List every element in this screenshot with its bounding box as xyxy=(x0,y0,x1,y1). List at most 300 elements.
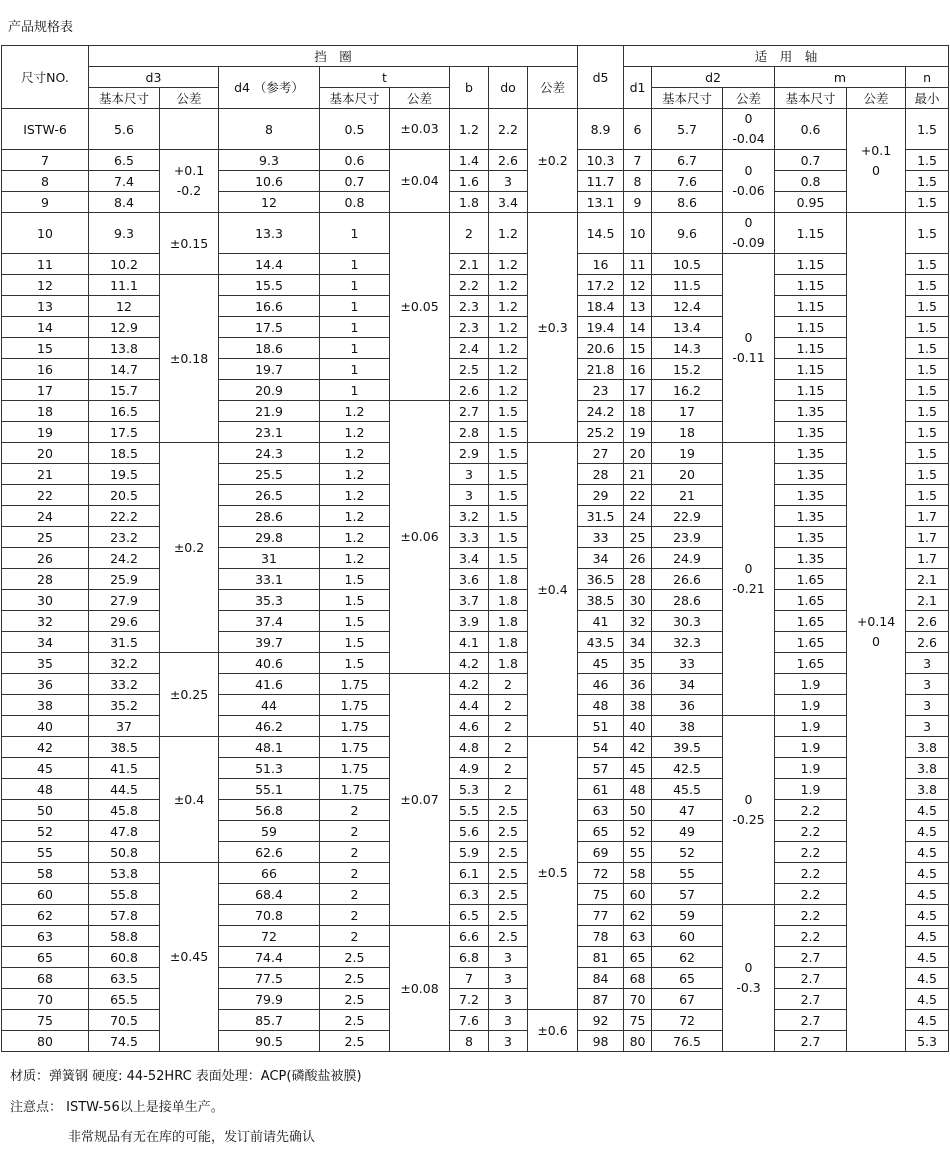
cell-m: 1.9 xyxy=(775,758,847,779)
cell-d2: 52 xyxy=(652,842,723,863)
cell-d4: 35.3 xyxy=(219,590,320,611)
cell-d5: 19.4 xyxy=(578,317,624,338)
cell-d4: 62.6 xyxy=(219,842,320,863)
cell-do: 2.5 xyxy=(489,863,528,884)
cell-d3: 45.8 xyxy=(89,800,160,821)
cell-t: 1 xyxy=(320,359,390,380)
cell-do: 3 xyxy=(489,1010,528,1031)
cell-d1: 26 xyxy=(624,548,652,569)
d2-tolerance-cell: 0 -0.3 xyxy=(723,905,775,1052)
header-t-basic: 基本尺寸 xyxy=(320,88,390,109)
table-row xyxy=(2,443,949,464)
cell-no: 21 xyxy=(2,464,89,485)
cell-d1: 34 xyxy=(624,632,652,653)
t-tolerance-cell: ±0.03 xyxy=(390,109,450,150)
table-row xyxy=(2,359,949,380)
cell-d2: 28.6 xyxy=(652,590,723,611)
cell-d3: 35.2 xyxy=(89,695,160,716)
cell-no: 13 xyxy=(2,296,89,317)
d5-tolerance-cell: ±0.3 xyxy=(528,213,578,443)
cell-d2: 67 xyxy=(652,989,723,1010)
d2-tolerance-cell: 0 -0.04 xyxy=(723,109,775,150)
cell-d2: 19 xyxy=(652,443,723,464)
cell-d4: 51.3 xyxy=(219,758,320,779)
cell-d4: 21.9 xyxy=(219,401,320,422)
cell-d1: 48 xyxy=(624,779,652,800)
cell-m: 1.15 xyxy=(775,317,847,338)
cell-no: 9 xyxy=(2,192,89,213)
cell-n: 3 xyxy=(906,674,949,695)
cell-m: 2.2 xyxy=(775,884,847,905)
cell-no: ISTW-6 xyxy=(2,109,89,150)
header-m: m xyxy=(775,67,906,88)
cell-d2: 38 xyxy=(652,716,723,737)
cell-d1: 20 xyxy=(624,443,652,464)
cell-b: 4.8 xyxy=(450,737,489,758)
cell-d5: 61 xyxy=(578,779,624,800)
cell-d4: 20.9 xyxy=(219,380,320,401)
cell-b: 4.1 xyxy=(450,632,489,653)
cell-do: 1.2 xyxy=(489,296,528,317)
cell-b: 6.5 xyxy=(450,905,489,926)
cell-d5: 69 xyxy=(578,842,624,863)
table-row xyxy=(2,632,949,653)
cell-d1: 58 xyxy=(624,863,652,884)
cell-m: 1.9 xyxy=(775,674,847,695)
cell-m: 2.2 xyxy=(775,905,847,926)
cell-n: 1.7 xyxy=(906,506,949,527)
cell-d5: 72 xyxy=(578,863,624,884)
t-tolerance-cell: ±0.04 xyxy=(390,150,450,213)
header-n: n xyxy=(906,67,949,88)
cell-d1: 6 xyxy=(624,109,652,150)
cell-b: 2.1 xyxy=(450,254,489,275)
cell-d1: 75 xyxy=(624,1010,652,1031)
cell-d3: 9.3 xyxy=(89,213,160,254)
cell-n: 1.5 xyxy=(906,485,949,506)
cell-d5: 14.5 xyxy=(578,213,624,254)
header-m-tolerance: 公差 xyxy=(847,88,906,109)
cell-d1: 25 xyxy=(624,527,652,548)
table-row xyxy=(2,213,949,254)
cell-t: 1.75 xyxy=(320,716,390,737)
cell-m: 2.2 xyxy=(775,926,847,947)
cell-d5: 21.8 xyxy=(578,359,624,380)
cell-d3: 47.8 xyxy=(89,821,160,842)
cell-n: 1.5 xyxy=(906,443,949,464)
cell-d3: 57.8 xyxy=(89,905,160,926)
cell-d4: 23.1 xyxy=(219,422,320,443)
cell-n: 1.5 xyxy=(906,192,949,213)
table-row xyxy=(2,737,949,758)
cell-t: 2 xyxy=(320,800,390,821)
nonstandard-note: 非常规品有无在库的可能，发订前请先确认 xyxy=(68,1130,316,1145)
table-row xyxy=(2,296,949,317)
cell-m: 1.65 xyxy=(775,611,847,632)
cell-b: 7.2 xyxy=(450,989,489,1010)
cell-b: 4.4 xyxy=(450,695,489,716)
cell-d3: 20.5 xyxy=(89,485,160,506)
cell-d2: 47 xyxy=(652,800,723,821)
cell-d5: 48 xyxy=(578,695,624,716)
cell-t: 1.2 xyxy=(320,485,390,506)
cell-d3: 60.8 xyxy=(89,947,160,968)
cell-do: 1.5 xyxy=(489,485,528,506)
cell-d5: 20.6 xyxy=(578,338,624,359)
cell-n: 4.5 xyxy=(906,821,949,842)
cell-no: 11 xyxy=(2,254,89,275)
header-t-tolerance: 公差 xyxy=(390,88,450,109)
cell-d3: 22.2 xyxy=(89,506,160,527)
m-tolerance-cell: +0.1 0 xyxy=(847,109,906,213)
cell-d3: 63.5 xyxy=(89,968,160,989)
d3-tolerance-cell: ±0.15 xyxy=(160,213,219,275)
cell-do: 2.2 xyxy=(489,109,528,150)
table-row xyxy=(2,506,949,527)
cell-d4: 74.4 xyxy=(219,947,320,968)
cell-d1: 70 xyxy=(624,989,652,1010)
cell-d1: 62 xyxy=(624,905,652,926)
cell-d4: 14.4 xyxy=(219,254,320,275)
cell-d1: 19 xyxy=(624,422,652,443)
cell-d1: 55 xyxy=(624,842,652,863)
cell-d4: 48.1 xyxy=(219,737,320,758)
cell-b: 3 xyxy=(450,485,489,506)
cell-m: 2.7 xyxy=(775,968,847,989)
cell-d5: 28 xyxy=(578,464,624,485)
cell-d2: 32.3 xyxy=(652,632,723,653)
table-row xyxy=(2,171,949,192)
cell-m: 2.7 xyxy=(775,1031,847,1052)
table-row xyxy=(2,968,949,989)
page-title: 产品规格表 xyxy=(8,20,74,35)
cell-t: 1.75 xyxy=(320,758,390,779)
cell-d4: 39.7 xyxy=(219,632,320,653)
cell-b: 2.9 xyxy=(450,443,489,464)
cell-d2: 72 xyxy=(652,1010,723,1031)
cell-n: 3 xyxy=(906,695,949,716)
cell-n: 1.5 xyxy=(906,171,949,192)
cell-d4: 59 xyxy=(219,821,320,842)
cell-do: 1.5 xyxy=(489,506,528,527)
cell-b: 1.6 xyxy=(450,171,489,192)
table-row xyxy=(2,1010,949,1031)
cell-t: 0.7 xyxy=(320,171,390,192)
cell-do: 3 xyxy=(489,1031,528,1052)
header-t: t xyxy=(320,67,450,88)
cell-d5: 13.1 xyxy=(578,192,624,213)
cell-d5: 63 xyxy=(578,800,624,821)
cell-d4: 56.8 xyxy=(219,800,320,821)
cell-d3: 12 xyxy=(89,296,160,317)
d2-tolerance-cell: 0 -0.25 xyxy=(723,716,775,905)
cell-b: 2.5 xyxy=(450,359,489,380)
cell-no: 52 xyxy=(2,821,89,842)
cell-n: 4.5 xyxy=(906,842,949,863)
cell-d2: 57 xyxy=(652,884,723,905)
table-row xyxy=(2,254,949,275)
cell-d1: 68 xyxy=(624,968,652,989)
header-d2-basic: 基本尺寸 xyxy=(652,88,723,109)
cell-d5: 78 xyxy=(578,926,624,947)
table-row xyxy=(2,569,949,590)
d5-tolerance-cell: ±0.2 xyxy=(528,109,578,213)
cell-m: 1.15 xyxy=(775,296,847,317)
cell-m: 2.2 xyxy=(775,800,847,821)
cell-t: 1.5 xyxy=(320,611,390,632)
cell-b: 3.4 xyxy=(450,548,489,569)
header-row-2 xyxy=(2,67,949,88)
cell-d2: 21 xyxy=(652,485,723,506)
cell-d2: 26.6 xyxy=(652,569,723,590)
cell-m: 1.15 xyxy=(775,213,847,254)
cell-no: 55 xyxy=(2,842,89,863)
t-tolerance-cell: ±0.08 xyxy=(390,926,450,1052)
cell-d1: 28 xyxy=(624,569,652,590)
cell-t: 1.75 xyxy=(320,779,390,800)
header-d3: d3 xyxy=(89,67,219,88)
cell-b: 3.7 xyxy=(450,590,489,611)
cell-t: 1 xyxy=(320,338,390,359)
cell-no: 26 xyxy=(2,548,89,569)
cell-m: 1.35 xyxy=(775,443,847,464)
cell-no: 63 xyxy=(2,926,89,947)
cell-b: 3.2 xyxy=(450,506,489,527)
cell-d2: 62 xyxy=(652,947,723,968)
cell-d4: 19.7 xyxy=(219,359,320,380)
cell-d4: 68.4 xyxy=(219,884,320,905)
cell-d5: 92 xyxy=(578,1010,624,1031)
cell-t: 1.5 xyxy=(320,632,390,653)
cell-d5: 84 xyxy=(578,968,624,989)
cell-d2: 76.5 xyxy=(652,1031,723,1052)
cell-d4: 16.6 xyxy=(219,296,320,317)
table-row xyxy=(2,275,949,296)
cell-d2: 11.5 xyxy=(652,275,723,296)
cell-do: 2 xyxy=(489,716,528,737)
cell-d2: 39.5 xyxy=(652,737,723,758)
cell-n: 5.3 xyxy=(906,1031,949,1052)
cell-do: 1.2 xyxy=(489,213,528,254)
cell-t: 1.2 xyxy=(320,422,390,443)
cell-d5: 43.5 xyxy=(578,632,624,653)
cell-do: 2 xyxy=(489,779,528,800)
cell-d1: 21 xyxy=(624,464,652,485)
cell-n: 4.5 xyxy=(906,884,949,905)
cell-b: 6.6 xyxy=(450,926,489,947)
cell-do: 3 xyxy=(489,968,528,989)
cell-t: 1 xyxy=(320,213,390,254)
cell-d3: 32.2 xyxy=(89,653,160,674)
cell-b: 6.8 xyxy=(450,947,489,968)
cell-d5: 87 xyxy=(578,989,624,1010)
cell-d2: 7.6 xyxy=(652,171,723,192)
d3-tolerance-cell: ±0.18 xyxy=(160,275,219,443)
cell-d1: 35 xyxy=(624,653,652,674)
header-n-min: 最小 xyxy=(906,88,949,109)
t-tolerance-cell: ±0.05 xyxy=(390,213,450,401)
cell-m: 1.15 xyxy=(775,275,847,296)
cell-no: 10 xyxy=(2,213,89,254)
cell-t: 1.2 xyxy=(320,401,390,422)
cell-no: 75 xyxy=(2,1010,89,1031)
cell-do: 3 xyxy=(489,989,528,1010)
cell-d3: 24.2 xyxy=(89,548,160,569)
cell-m: 1.35 xyxy=(775,401,847,422)
table-row xyxy=(2,653,949,674)
cell-d5: 46 xyxy=(578,674,624,695)
cell-d5: 17.2 xyxy=(578,275,624,296)
cell-d1: 17 xyxy=(624,380,652,401)
cell-b: 4.9 xyxy=(450,758,489,779)
cell-d3: 19.5 xyxy=(89,464,160,485)
cell-t: 2 xyxy=(320,884,390,905)
cell-do: 1.8 xyxy=(489,611,528,632)
cell-d5: 8.9 xyxy=(578,109,624,150)
cell-n: 4.5 xyxy=(906,1010,949,1031)
cell-b: 6.3 xyxy=(450,884,489,905)
cell-d2: 30.3 xyxy=(652,611,723,632)
cell-do: 2.5 xyxy=(489,821,528,842)
cell-d1: 80 xyxy=(624,1031,652,1052)
cell-n: 1.5 xyxy=(906,338,949,359)
table-row xyxy=(2,150,949,171)
cell-d3: 16.5 xyxy=(89,401,160,422)
cell-m: 1.15 xyxy=(775,380,847,401)
cell-d2: 49 xyxy=(652,821,723,842)
cell-d1: 13 xyxy=(624,296,652,317)
cell-no: 18 xyxy=(2,401,89,422)
cell-d4: 26.5 xyxy=(219,485,320,506)
cell-n: 1.5 xyxy=(906,317,949,338)
d3-tolerance-cell: ±0.25 xyxy=(160,653,219,737)
cell-m: 2.7 xyxy=(775,989,847,1010)
cell-d1: 63 xyxy=(624,926,652,947)
cell-d2: 9.6 xyxy=(652,213,723,254)
cell-d2: 17 xyxy=(652,401,723,422)
table-row xyxy=(2,464,949,485)
cell-do: 2 xyxy=(489,695,528,716)
cell-no: 62 xyxy=(2,905,89,926)
cell-d2: 65 xyxy=(652,968,723,989)
table-row xyxy=(2,716,949,737)
table-row xyxy=(2,905,949,926)
cell-d5: 41 xyxy=(578,611,624,632)
cell-do: 2.6 xyxy=(489,150,528,171)
cell-n: 2.6 xyxy=(906,632,949,653)
cell-d4: 25.5 xyxy=(219,464,320,485)
cell-do: 1.8 xyxy=(489,569,528,590)
cell-n: 1.5 xyxy=(906,359,949,380)
cell-m: 1.35 xyxy=(775,422,847,443)
cell-no: 20 xyxy=(2,443,89,464)
cell-d4: 8 xyxy=(219,109,320,150)
cell-do: 1.2 xyxy=(489,338,528,359)
cell-m: 2.7 xyxy=(775,947,847,968)
cell-d5: 24.2 xyxy=(578,401,624,422)
cell-m: 1.9 xyxy=(775,695,847,716)
cell-t: 1.5 xyxy=(320,590,390,611)
cell-d5: 36.5 xyxy=(578,569,624,590)
cell-t: 2 xyxy=(320,821,390,842)
cell-d4: 90.5 xyxy=(219,1031,320,1052)
cell-m: 1.15 xyxy=(775,338,847,359)
cell-t: 0.6 xyxy=(320,150,390,171)
table-row xyxy=(2,821,949,842)
cell-t: 1.2 xyxy=(320,548,390,569)
cell-d2: 60 xyxy=(652,926,723,947)
cell-d2: 12.4 xyxy=(652,296,723,317)
cell-b: 2 xyxy=(450,213,489,254)
cell-b: 7.6 xyxy=(450,1010,489,1031)
d3-tolerance-cell xyxy=(160,109,219,150)
cell-d2: 33 xyxy=(652,653,723,674)
header-d4: d4 （参考） xyxy=(219,67,320,109)
cell-t: 2.5 xyxy=(320,968,390,989)
cell-t: 0.5 xyxy=(320,109,390,150)
cell-no: 40 xyxy=(2,716,89,737)
cell-d3: 23.2 xyxy=(89,527,160,548)
table-row xyxy=(2,884,949,905)
header-applicable-shaft: 适 用 轴 xyxy=(624,46,949,67)
cell-t: 1.75 xyxy=(320,674,390,695)
cell-t: 2.5 xyxy=(320,947,390,968)
cell-n: 3.8 xyxy=(906,737,949,758)
cell-d1: 14 xyxy=(624,317,652,338)
table-row xyxy=(2,758,949,779)
cell-d1: 42 xyxy=(624,737,652,758)
cell-do: 2 xyxy=(489,737,528,758)
cell-d4: 10.6 xyxy=(219,171,320,192)
table-row xyxy=(2,422,949,443)
cell-n: 2.1 xyxy=(906,590,949,611)
cell-no: 45 xyxy=(2,758,89,779)
cell-m: 0.6 xyxy=(775,109,847,150)
cell-t: 1 xyxy=(320,317,390,338)
cell-t: 2 xyxy=(320,863,390,884)
cell-d4: 28.6 xyxy=(219,506,320,527)
cell-no: 15 xyxy=(2,338,89,359)
cell-t: 1 xyxy=(320,296,390,317)
cell-d5: 75 xyxy=(578,884,624,905)
cell-n: 1.5 xyxy=(906,109,949,150)
cell-t: 1.2 xyxy=(320,527,390,548)
cell-m: 1.35 xyxy=(775,527,847,548)
cell-n: 4.5 xyxy=(906,800,949,821)
cell-d2: 22.9 xyxy=(652,506,723,527)
cell-d5: 77 xyxy=(578,905,624,926)
cell-b: 2.4 xyxy=(450,338,489,359)
cell-m: 2.2 xyxy=(775,842,847,863)
cell-b: 3.6 xyxy=(450,569,489,590)
cell-d5: 34 xyxy=(578,548,624,569)
cell-d5: 10.3 xyxy=(578,150,624,171)
cell-m: 2.2 xyxy=(775,863,847,884)
cell-t: 1 xyxy=(320,380,390,401)
cell-no: 58 xyxy=(2,863,89,884)
cell-do: 2 xyxy=(489,758,528,779)
cell-d4: 37.4 xyxy=(219,611,320,632)
header-size-no: 尺寸NO. xyxy=(2,46,89,109)
cell-d3: 58.8 xyxy=(89,926,160,947)
cell-n: 4.5 xyxy=(906,863,949,884)
cell-d3: 53.8 xyxy=(89,863,160,884)
cell-d4: 29.8 xyxy=(219,527,320,548)
cell-d2: 5.7 xyxy=(652,109,723,150)
spec-table xyxy=(1,45,949,1052)
t-tolerance-cell: ±0.06 xyxy=(390,401,450,674)
cell-no: 28 xyxy=(2,569,89,590)
